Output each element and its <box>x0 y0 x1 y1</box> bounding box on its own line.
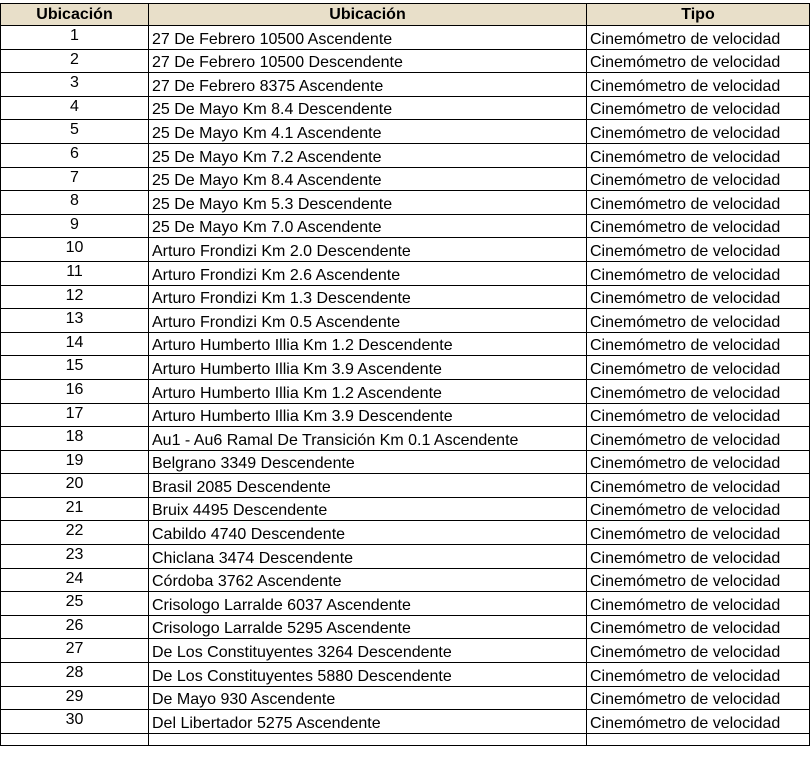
cell-location: 27 De Febrero 8375 Ascendente <box>149 73 587 97</box>
cell-type: Cinemómetro de velocidad <box>587 167 810 191</box>
cell-number: 14 <box>1 332 149 356</box>
cell-number: 18 <box>1 427 149 451</box>
cell-number: 25 <box>1 592 149 616</box>
table-row <box>1 497 810 521</box>
cell-number: 28 <box>1 663 149 687</box>
cell-type: Cinemómetro de velocidad <box>587 214 810 238</box>
cell-number: 22 <box>1 521 149 545</box>
cell-number: 29 <box>1 686 149 710</box>
cell-empty <box>149 733 587 745</box>
table-row <box>1 663 810 687</box>
cell-type: Cinemómetro de velocidad <box>587 545 810 569</box>
cell-type: Cinemómetro de velocidad <box>587 332 810 356</box>
cell-type: Cinemómetro de velocidad <box>587 592 810 616</box>
cell-location: De Los Constituyentes 5880 Descendente <box>149 663 587 687</box>
cell-number: 7 <box>1 167 149 191</box>
cell-location: Brasil 2085 Descendente <box>149 474 587 498</box>
cell-location: Cabildo 4740 Descendente <box>149 521 587 545</box>
table-row <box>1 592 810 616</box>
table-row <box>1 261 810 285</box>
table-row <box>1 356 810 380</box>
table-row <box>1 332 810 356</box>
cell-location: Arturo Humberto Illia Km 1.2 Ascendente <box>149 379 587 403</box>
table-row <box>1 191 810 215</box>
cell-location: Crisologo Larralde 5295 Ascendente <box>149 615 587 639</box>
cell-number: 5 <box>1 120 149 144</box>
cell-type: Cinemómetro de velocidad <box>587 474 810 498</box>
cell-type: Cinemómetro de velocidad <box>587 663 810 687</box>
cell-number: 20 <box>1 474 149 498</box>
cell-location: Bruix 4495 Descendente <box>149 497 587 521</box>
cell-location: De Mayo 930 Ascendente <box>149 686 587 710</box>
table-header <box>1 4 810 26</box>
cell-location: Belgrano 3349 Descendente <box>149 450 587 474</box>
cell-number: 27 <box>1 639 149 663</box>
cell-location: 25 De Mayo Km 8.4 Descendente <box>149 96 587 120</box>
header-location: Ubicación <box>149 4 587 26</box>
cell-number: 16 <box>1 379 149 403</box>
cell-location: Córdoba 3762 Ascendente <box>149 568 587 592</box>
cell-type: Cinemómetro de velocidad <box>587 309 810 333</box>
speed-camera-table <box>0 3 810 746</box>
cell-type: Cinemómetro de velocidad <box>587 96 810 120</box>
table-row <box>1 143 810 167</box>
cell-type: Cinemómetro de velocidad <box>587 568 810 592</box>
cell-type: Cinemómetro de velocidad <box>587 356 810 380</box>
cell-location: Arturo Humberto Illia Km 3.9 Descendente <box>149 403 587 427</box>
cell-number: 11 <box>1 261 149 285</box>
table-row <box>1 686 810 710</box>
header-row <box>1 4 810 26</box>
cell-location: Arturo Frondizi Km 2.6 Ascendente <box>149 261 587 285</box>
table-row <box>1 96 810 120</box>
cell-location: Del Libertador 5275 Ascendente <box>149 710 587 734</box>
cell-type: Cinemómetro de velocidad <box>587 261 810 285</box>
cell-location: 25 De Mayo Km 8.4 Ascendente <box>149 167 587 191</box>
table-row-partial <box>1 733 810 745</box>
cell-type: Cinemómetro de velocidad <box>587 427 810 451</box>
table-body <box>1 26 810 746</box>
cell-type: Cinemómetro de velocidad <box>587 285 810 309</box>
cell-location: Au1 - Au6 Ramal De Transición Km 0.1 Ascendente <box>149 427 587 451</box>
cell-type: Cinemómetro de velocidad <box>587 73 810 97</box>
table-row <box>1 403 810 427</box>
cell-number: 24 <box>1 568 149 592</box>
cell-type: Cinemómetro de velocidad <box>587 639 810 663</box>
cell-type: Cinemómetro de velocidad <box>587 403 810 427</box>
cell-type: Cinemómetro de velocidad <box>587 379 810 403</box>
cell-number: 30 <box>1 710 149 734</box>
cell-number: 6 <box>1 143 149 167</box>
cell-number: 1 <box>1 26 149 50</box>
cell-location: De Los Constituyentes 3264 Descendente <box>149 639 587 663</box>
table-row <box>1 309 810 333</box>
cell-number: 2 <box>1 49 149 73</box>
cell-number: 10 <box>1 238 149 262</box>
cell-number: 8 <box>1 191 149 215</box>
cell-number: 23 <box>1 545 149 569</box>
cell-number: 4 <box>1 96 149 120</box>
cell-location: 27 De Febrero 10500 Descendente <box>149 49 587 73</box>
table-row <box>1 49 810 73</box>
cell-type: Cinemómetro de velocidad <box>587 615 810 639</box>
cell-type: Cinemómetro de velocidad <box>587 686 810 710</box>
table-row <box>1 26 810 50</box>
cell-location: Arturo Frondizi Km 0.5 Ascendente <box>149 309 587 333</box>
header-type: Tipo <box>587 4 810 26</box>
table-row <box>1 214 810 238</box>
table-row <box>1 710 810 734</box>
cell-location: Arturo Humberto Illia Km 3.9 Ascendente <box>149 356 587 380</box>
cell-type: Cinemómetro de velocidad <box>587 497 810 521</box>
cell-type: Cinemómetro de velocidad <box>587 49 810 73</box>
cell-type: Cinemómetro de velocidad <box>587 238 810 262</box>
cell-type: Cinemómetro de velocidad <box>587 120 810 144</box>
table-row <box>1 615 810 639</box>
cell-location: Arturo Frondizi Km 1.3 Descendente <box>149 285 587 309</box>
table-row <box>1 545 810 569</box>
cell-location: Arturo Frondizi Km 2.0 Descendente <box>149 238 587 262</box>
cell-type: Cinemómetro de velocidad <box>587 521 810 545</box>
cell-number: 13 <box>1 309 149 333</box>
table-row <box>1 379 810 403</box>
table-row <box>1 568 810 592</box>
table-row <box>1 120 810 144</box>
cell-location: Crisologo Larralde 6037 Ascendente <box>149 592 587 616</box>
cell-number: 21 <box>1 497 149 521</box>
cell-location: 25 De Mayo Km 7.0 Ascendente <box>149 214 587 238</box>
header-number: Ubicación <box>1 4 149 26</box>
cell-location: 25 De Mayo Km 5.3 Descendente <box>149 191 587 215</box>
table-row <box>1 73 810 97</box>
cell-empty <box>1 733 149 745</box>
cell-type: Cinemómetro de velocidad <box>587 450 810 474</box>
table-row <box>1 521 810 545</box>
cell-number: 26 <box>1 615 149 639</box>
cell-number: 17 <box>1 403 149 427</box>
cell-number: 3 <box>1 73 149 97</box>
cell-location: Chiclana 3474 Descendente <box>149 545 587 569</box>
cell-location: Arturo Humberto Illia Km 1.2 Descendente <box>149 332 587 356</box>
cell-type: Cinemómetro de velocidad <box>587 26 810 50</box>
table-row <box>1 450 810 474</box>
cell-number: 15 <box>1 356 149 380</box>
cell-number: 19 <box>1 450 149 474</box>
table-row <box>1 238 810 262</box>
cell-number: 12 <box>1 285 149 309</box>
table-row <box>1 427 810 451</box>
table-row <box>1 167 810 191</box>
cell-location: 27 De Febrero 10500 Ascendente <box>149 26 587 50</box>
cell-empty <box>587 733 810 745</box>
cell-type: Cinemómetro de velocidad <box>587 191 810 215</box>
cell-number: 9 <box>1 214 149 238</box>
cell-location: 25 De Mayo Km 4.1 Ascendente <box>149 120 587 144</box>
cell-location: 25 De Mayo Km 7.2 Ascendente <box>149 143 587 167</box>
cell-type: Cinemómetro de velocidad <box>587 143 810 167</box>
table-row <box>1 285 810 309</box>
cell-type: Cinemómetro de velocidad <box>587 710 810 734</box>
table-row <box>1 474 810 498</box>
table-row <box>1 639 810 663</box>
